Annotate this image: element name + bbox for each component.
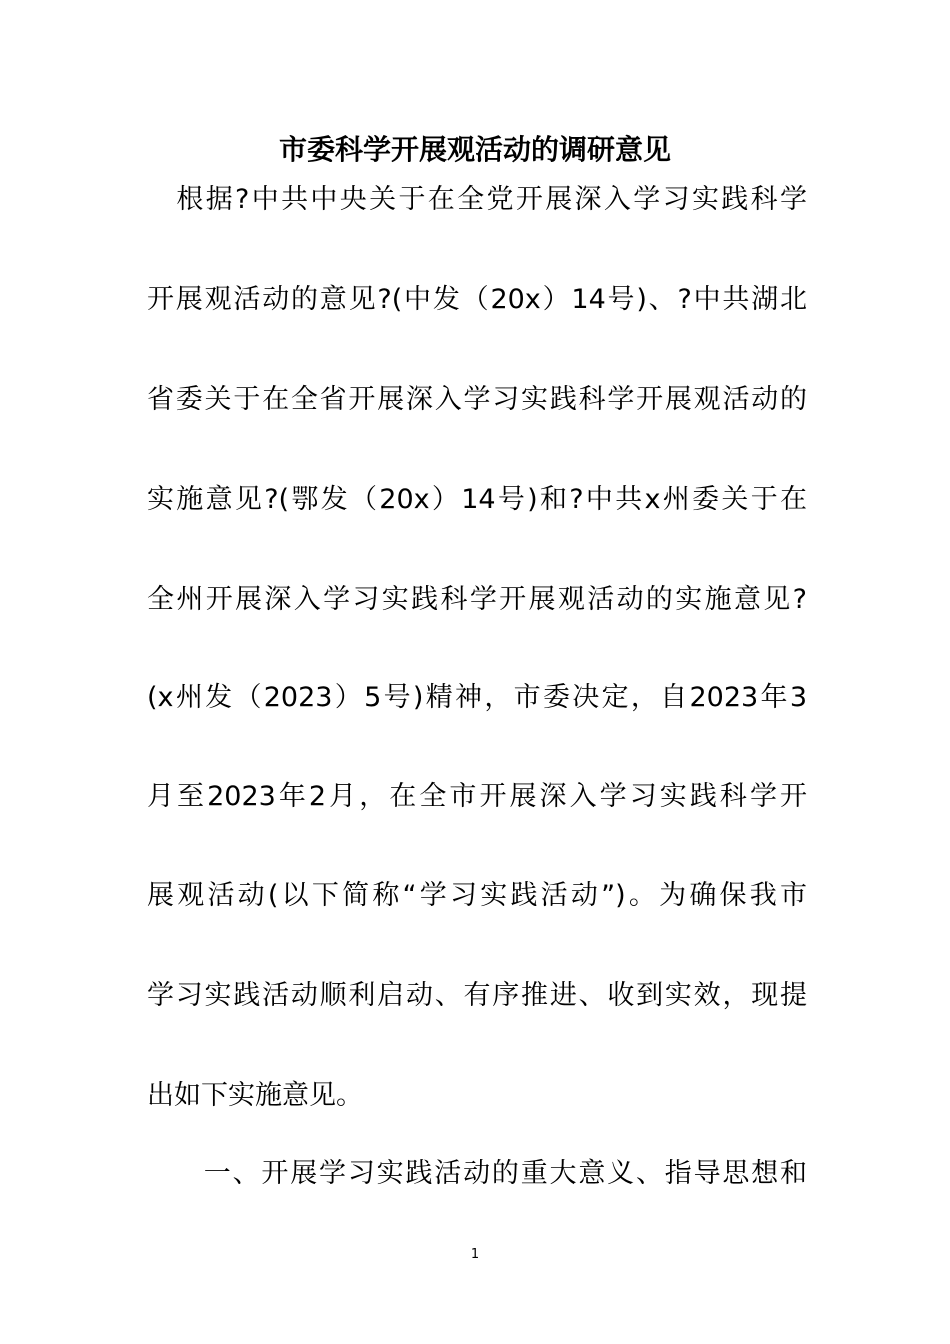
body-line-9: 学习实践活动顺利启动、有序推进、收到实效，现提 <box>147 980 807 1011</box>
body-line-8: 展观活动(以下简称“学习实践活动”)。为确保我市 <box>147 880 807 911</box>
body-line-2: 开展观活动的意见?(中发（20x）14号)、?中共湖北 <box>147 284 807 315</box>
body-line-1: 根据?中共中央关于在全党开展深入学习实践科学 <box>147 184 807 215</box>
document-title: 市委科学开展观活动的调研意见 <box>278 133 671 166</box>
page-number: 1 <box>470 1247 480 1262</box>
body-line-7: 月至2023年2月，在全市开展深入学习实践科学开 <box>147 781 807 812</box>
body-line-4: 实施意见?(鄂发（20x）14号)和?中共x州委关于在 <box>147 484 807 515</box>
section-heading-line: 一、开展学习实践活动的重大意义、指导思想和 <box>175 1158 807 1189</box>
body-line-5: 全州开展深入学习实践科学开展观活动的实施意见? <box>147 584 807 615</box>
body-line-10: 出如下实施意见。 <box>147 1080 363 1111</box>
body-line-6: (x州发（2023）5号)精神，市委决定，自2023年3 <box>147 682 807 713</box>
body-line-3: 省委关于在全省开展深入学习实践科学开展观活动的 <box>147 384 807 415</box>
